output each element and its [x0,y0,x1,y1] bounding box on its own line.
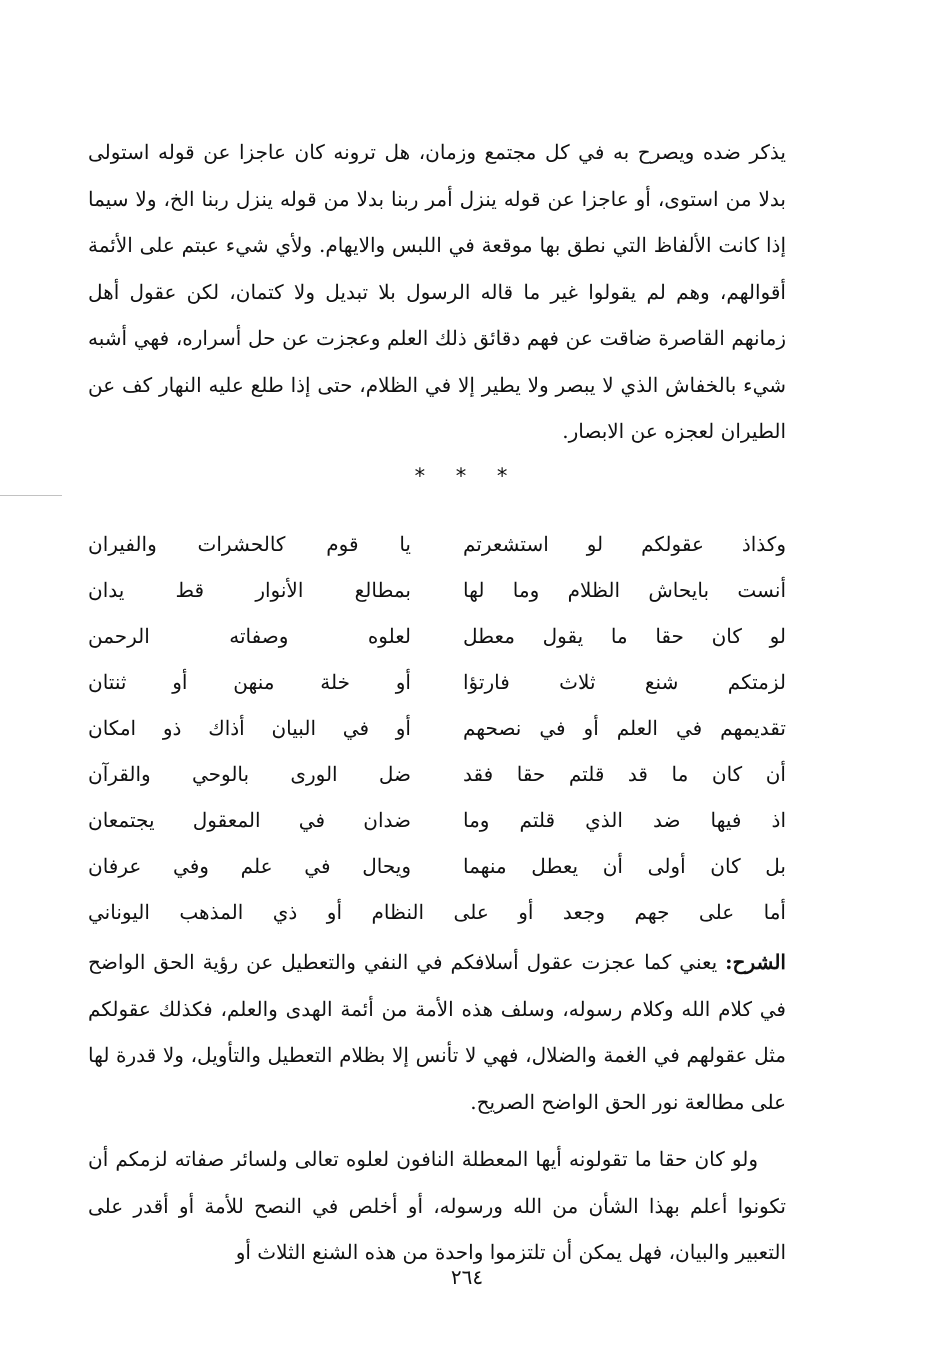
verse-second-hemistich: بمطالع الأنوار قط يدان [88,578,411,602]
poem-verse [88,521,786,567]
verse-first-hemistich: لزمتكم شنع ثلاث فارتؤا [463,670,786,694]
poem-verse [88,659,786,705]
paragraph-opening [88,129,786,455]
poem [88,521,786,935]
verse-second-hemistich: ضدان في المعقول يجتمعان [88,808,411,832]
page-number: ٢٦٤ [450,1265,484,1289]
verse-first-hemistich: تقديمهم في العلم أو في نصحهم [463,716,786,740]
commentary-label: الشرح: [725,950,786,974]
margin-scan-mark [0,495,62,496]
verse-second-hemistich: يا قوم كالحشرات والفيران [88,532,411,556]
verse-second-hemistich: لعلوه وصفاته الرحمن [88,624,411,648]
verse-first-hemistich: أنست بايحاش الظلام وما لها [463,578,786,602]
poem-verse-full-line: أما على جهم وجعد أو على النظام أو ذي المذهب اليوناني [88,900,786,924]
verse-second-hemistich: ويحال في علم وفي عرفان [88,854,411,878]
paragraph-commentary [88,939,786,1125]
poem-verse [88,797,786,843]
verse-first-hemistich: بل كان أولى أن يعطل منهما [463,854,786,878]
commentary-text: يعني كما عجزت عقول أسلافكم في النفي والتعطيل عن رؤية الحق الواضح في كلام الله وكلام رسوله، وسلف هذه الأمة من أئمة الهدى والعلم، فكذلك عقولكم مثل عقولهم في الغمة والضلال، فهي لا تأنس إلا بظلام التعطيل والتأويل، ولا قدرة لها على مطالعة نور الحق الواضح الصريح. [88,950,786,1114]
poem-verse [88,751,786,797]
paragraph-text: ولو كان حقا ما تقولونه أيها المعطلة النافون لعلوه تعالى ولسائر صفاته لزمكم أن تكونوا أعلم بهذا الشأن من الله ورسوله، أو أخلص في النصح للأمة أو أقدر على التعبير والبيان، فهل يمكن أن تلتزموا واحدة من هذه الشنع الثلاث أو [88,1147,786,1264]
verse-first-hemistich: أن كان ما قد قلتم حقا فقد [463,762,786,786]
verse-second-hemistich: أو خلة منهن أو ثنتان [88,670,411,694]
verse-second-hemistich: ضل الورى بالوحي والقرآن [88,762,411,786]
poem-verse [88,613,786,659]
commentary-paragraph [88,939,786,1125]
poem-verse [88,705,786,751]
poem-verse [88,567,786,613]
verse-first-hemistich: اذ فيها ضد الذي قلتم وما [463,808,786,832]
verse-second-hemistich: أو في البيان أذاك ذو امكان [88,716,411,740]
poem-verse [88,843,786,889]
verse-first-hemistich: لو كان حقا ما يقول معطل [463,624,786,648]
paragraph-closing [88,1136,786,1276]
verse-first-hemistich: وكذاذ عقولكم لو استشعرتم [463,532,786,556]
section-separator: * * * [414,464,520,488]
paragraph-text: يذكر ضده ويصرح به في كل مجتمع وزمان، هل ترونه كان عاجزا عن قوله استولى بدلا من استوى، أو عاجزا عن قوله ينزل أمر ربنا بدلا من قوله ينزل ربنا الخ، ولا سيما إذا كانت الألفاظ التي نطق بها موقعة في اللبس والايهام. ولأي شيء عبتم على الأئمة أقوالهم، وهم لم يقولوا غير ما قاله الرسول بلا تبديل ولا كتمان، لكن عقول أهل زمانهم القاصرة ضاقت عن فهم دقائق ذلك العلم وعجزت عن حل أسراره، فهي أشبه شيء بالخفاش الذي لا يبصر ولا يطير إلا في الظلام، حتى إذا طلع عليه النهار كف عن الطيران لعجزه عن الابصار. [88,140,786,443]
